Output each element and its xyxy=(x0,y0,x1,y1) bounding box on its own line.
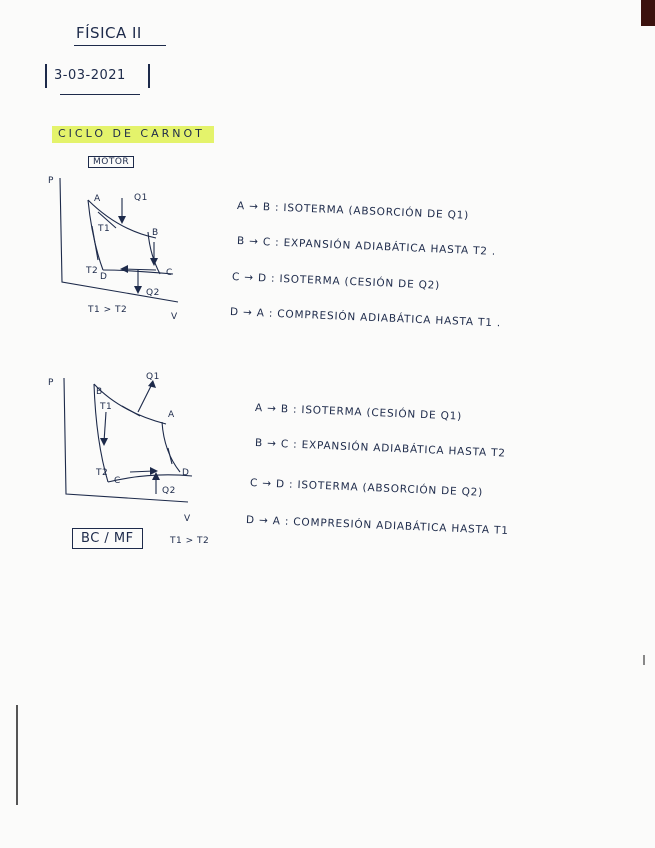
fridge-t1-label: T1 xyxy=(100,402,113,412)
motor-point-d: D xyxy=(100,272,108,282)
motor-tag: MOTOR xyxy=(88,156,134,168)
motor-step-2: B → C : EXPANSIÓN ADIABÁTICA HASTA T2 . xyxy=(236,235,497,258)
fridge-condition: T1 > T2 xyxy=(170,536,210,546)
fridge-step-3: C → D : ISOTERMA (ABSORCIÓN DE Q2) xyxy=(249,477,484,499)
motor-axes xyxy=(60,178,178,302)
motor-q1-label: Q1 xyxy=(134,193,148,203)
fridge-step-4: D → A : COMPRESIÓN ADIABÁTICA HASTA T1 xyxy=(245,514,509,538)
title-underline xyxy=(74,45,166,46)
fridge-step-1: A → B : ISOTERMA (CESIÓN DE Q1) xyxy=(254,402,463,423)
fridge-arrow-da xyxy=(168,448,172,464)
motor-condition: T1 > T2 xyxy=(88,305,128,315)
motor-point-a: A xyxy=(94,194,101,204)
page-edge-line xyxy=(16,705,18,805)
page-corner-shadow xyxy=(641,0,655,26)
fridge-axes xyxy=(64,378,188,502)
motor-point-b: B xyxy=(152,228,159,238)
fridge-point-d: D xyxy=(182,468,190,478)
date-underline xyxy=(60,94,140,95)
fridge-q1-arrow xyxy=(138,384,152,412)
fridge-adiabatic-da xyxy=(162,422,180,472)
fridge-step-2: B → C : EXPANSIÓN ADIABÁTICA HASTA T2 xyxy=(254,437,507,460)
motor-axis-v: V xyxy=(171,312,178,322)
fridge-arrow-ab xyxy=(122,406,140,416)
fridge-point-a: A xyxy=(168,410,175,420)
motor-axis-p: P xyxy=(48,176,54,186)
page-title: FÍSICA II xyxy=(76,24,142,42)
fridge-axis-p: P xyxy=(48,378,54,388)
motor-t1-label: T1 xyxy=(98,224,111,234)
motor-adiabatic-da xyxy=(88,200,103,270)
refrigerator-tag: BC / MF xyxy=(72,528,143,549)
fridge-arrow-bc xyxy=(104,412,106,442)
motor-q2-label: Q2 xyxy=(146,288,160,298)
fridge-point-c: C xyxy=(114,476,121,486)
motor-point-c: C xyxy=(166,268,173,278)
fridge-q2-label: Q2 xyxy=(162,486,176,496)
motor-pv-diagram xyxy=(48,170,188,320)
motor-t2-label: T2 xyxy=(86,266,99,276)
fridge-t2-label: T2 xyxy=(96,468,109,478)
fridge-axis-v: V xyxy=(184,514,191,524)
fridge-q1-label: Q1 xyxy=(146,372,160,382)
motor-step-3: C → D : ISOTERMA (CESIÓN DE Q2) xyxy=(231,271,441,292)
page-right-mark xyxy=(643,655,645,665)
motor-step-4: D → A : COMPRESIÓN ADIABÁTICA HASTA T1 . xyxy=(229,306,502,330)
motor-step-1: A → B : ISOTERMA (ABSORCIÓN DE Q1) xyxy=(236,200,470,222)
refrigerator-pv-diagram xyxy=(50,372,200,512)
section-title: CICLO DE CARNOT xyxy=(58,127,205,140)
fridge-point-b: B xyxy=(96,387,103,397)
date-text: 3-03-2021 xyxy=(54,68,126,83)
